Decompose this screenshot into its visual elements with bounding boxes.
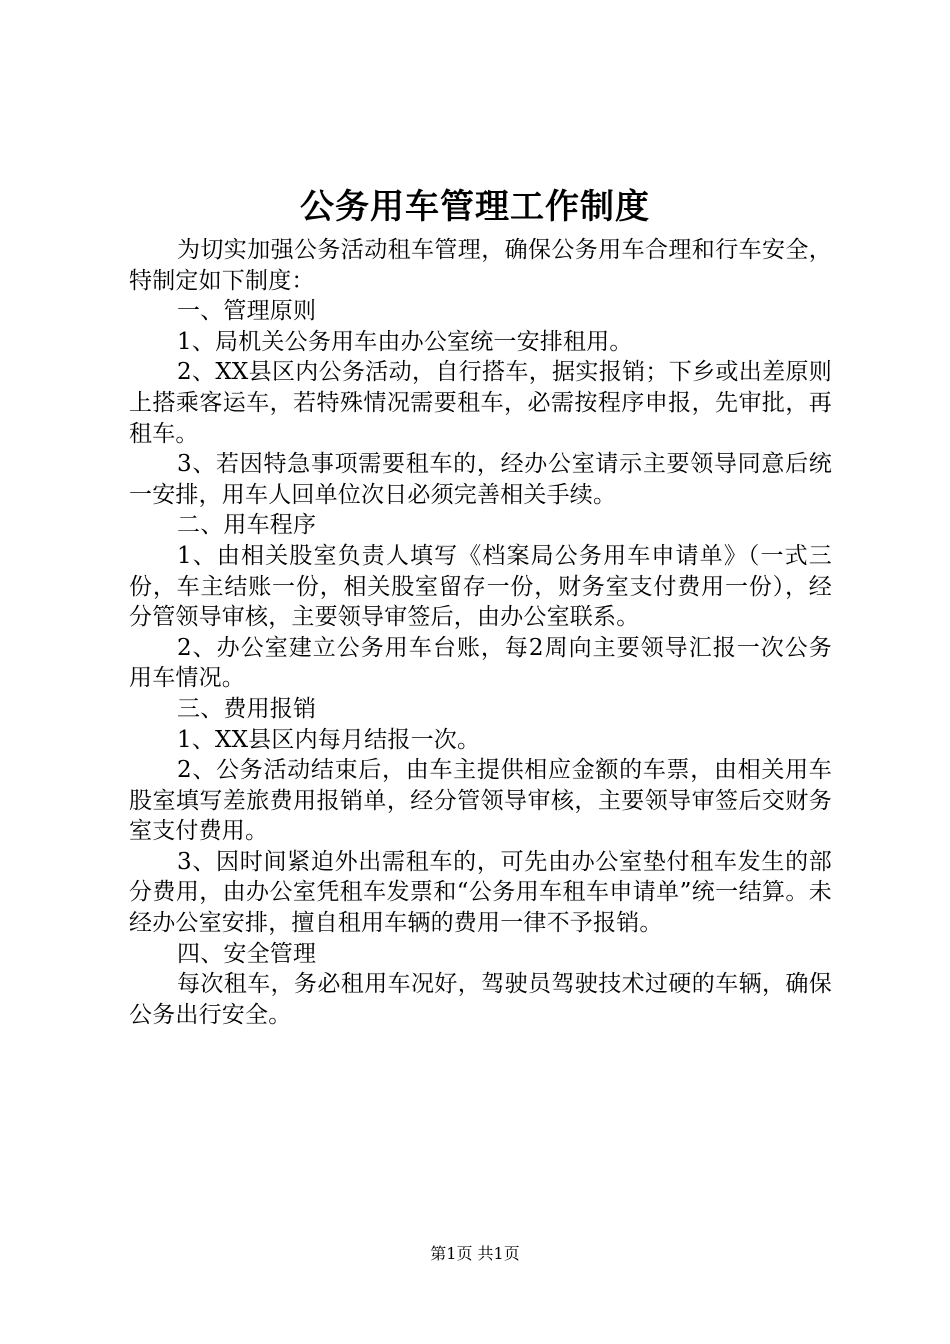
procedure-item-1: 1、由相关股室负责人填写《档案局公务用车申请单》（一式三份，车主结账一份，相关股室留存一份，财务室支付费用一份），经分管领导审核，主要领导审签后，由办公室联系。 xyxy=(129,542,832,631)
procedure-item-2: 2、办公室建立公务用车台账，每2周向主要领导汇报一次公务用车情况。 xyxy=(129,634,832,692)
document-body xyxy=(129,235,832,1030)
principle-item-3: 3、若因特急事项需要租车的，经办公室请示主要领导同意后统一安排，用车人回单位次日必须完善相关手续。 xyxy=(129,451,832,508)
safety-item-1: 每次租车，务必租用车况好，驾驶员驾驶技术过硬的车辆，确保公务出行安全。 xyxy=(129,971,832,1028)
page-footer: 第1页 共1页 xyxy=(430,1244,520,1263)
intro-paragraph: 为切实加强公务活动租车管理，确保公务用车合理和行车安全，特制定如下制度： xyxy=(129,237,832,294)
principle-item-2: 2、XX县区内公务活动，自行搭车，据实报销；下乡或出差原则上搭乘客运车，若特殊情况需要租车，必需按程序申报，先审批，再租车。 xyxy=(129,359,832,447)
reimbursement-item-2: 2、公务活动结束后，由车主提供相应金额的车票，由相关用车股室填写差旅费用报销单，经分管领导审核，主要领导审签后交财务室支付费用。 xyxy=(129,757,832,845)
reimbursement-item-1: 1、XX县区内每月结报一次。 xyxy=(177,726,481,753)
reimbursement-item-3: 3、因时间紧迫外出需租车的，可先由办公室垫付租车发生的部分费用，由办公室凭租车发票和“公务用车租车申请单”统一结算。未经办公室安排，擅自租用车辆的费用一律不予报销。 xyxy=(129,848,832,937)
section-heading-safety-management: 四、安全管理 xyxy=(177,940,317,967)
section-heading-vehicle-procedure: 二、用车程序 xyxy=(177,512,317,539)
section-heading-management-principles: 一、管理原则 xyxy=(177,298,317,325)
section-heading-expense-reimbursement: 三、费用报销 xyxy=(177,695,317,722)
principle-item-1: 1、局机关公务用车由办公室统一安排租用。 xyxy=(177,328,633,355)
document-title: 公务用车管理工作制度 xyxy=(300,187,650,227)
